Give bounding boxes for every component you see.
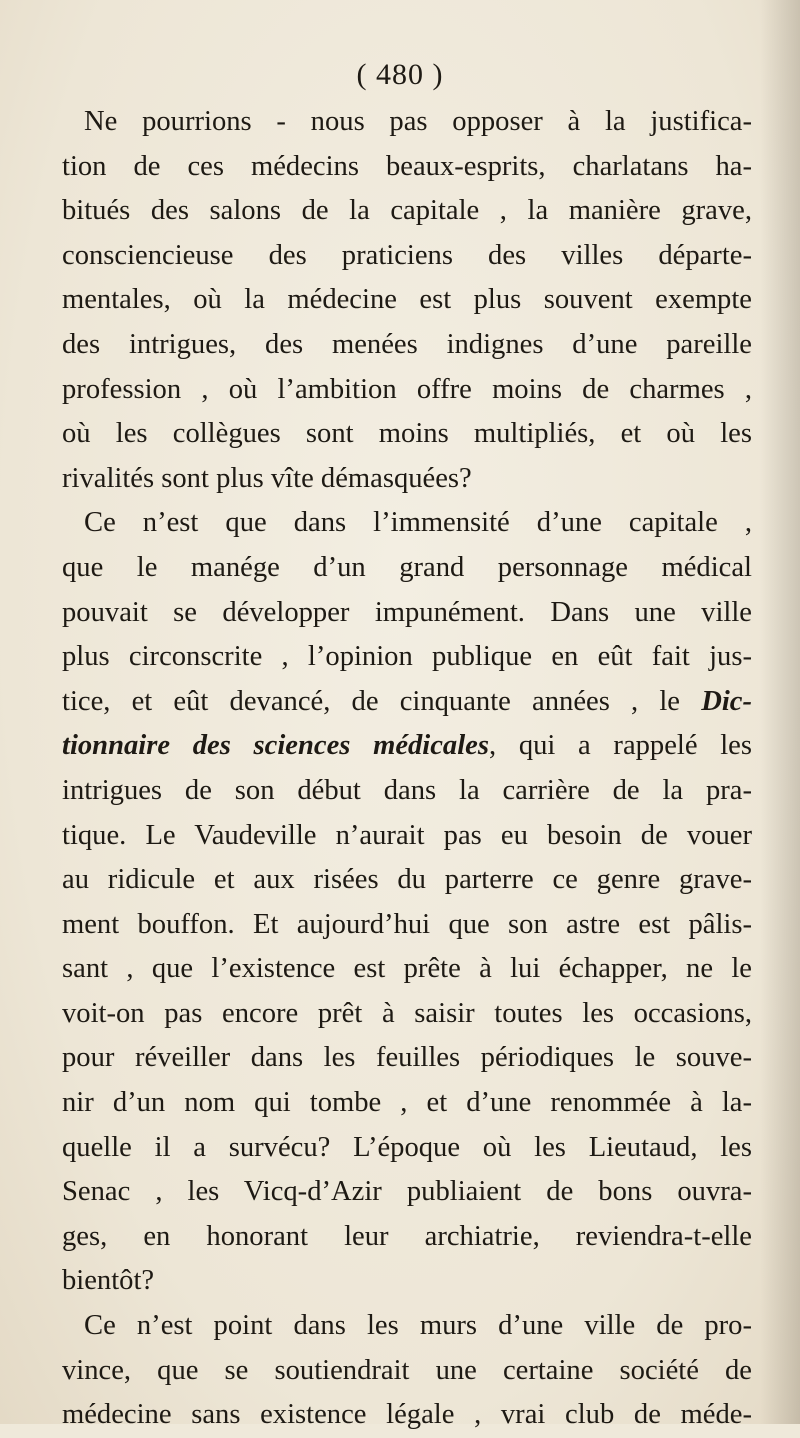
text-segment: voit-on pas encore prêt à saisir toutes les occasions, (62, 997, 752, 1029)
text-segment: consciencieuse des praticiens des villes départe- (62, 239, 752, 271)
italic-title-segment: Dic- (701, 685, 752, 717)
text-line (62, 145, 752, 190)
text-segment: quelle il a survécu? L’époque où les Lieutaud, les (62, 1131, 752, 1163)
text-line (62, 1304, 752, 1349)
text-line (62, 457, 752, 502)
text-segment: Senac , les Vicq-d’Azir publiaient de bons ouvra- (62, 1176, 752, 1208)
text-line (62, 546, 752, 591)
text-line (62, 1349, 752, 1394)
text-segment: rivalités sont plus vîte démasquées? (62, 462, 472, 494)
text-segment: plus circonscrite , l’opinion publique en eût fait jus- (62, 641, 752, 673)
text-line (62, 323, 752, 368)
text-segment: au ridicule et aux risées du parterre ce genre grave- (62, 864, 752, 896)
text-segment: tique. Le Vaudeville n’aurait pas eu besoin de vouer (62, 819, 752, 851)
text-line (62, 769, 752, 814)
page-number: ( 480 ) (356, 58, 444, 91)
text-line (62, 1215, 752, 1260)
text-segment: pouvait se développer impunément. Dans une ville (62, 596, 752, 628)
text-segment: bientôt? (62, 1265, 155, 1297)
text-segment: sant , que l’existence est prête à lui échapper, ne le (62, 953, 752, 985)
text-segment: Ce n’est point dans les murs d’une ville de pro- (84, 1310, 752, 1342)
text-line (62, 100, 752, 145)
text-segment: ges, en honorant leur archiatrie, reviendra-t-elle (62, 1220, 752, 1252)
text-segment: mentales, où la médecine est plus souvent exempte (62, 284, 752, 316)
text-line (62, 591, 752, 636)
text-line (62, 903, 752, 948)
text-line (62, 189, 752, 234)
text-line (62, 1126, 752, 1171)
text-segment: , qui a rappelé les (489, 730, 752, 762)
text-line (62, 1036, 752, 1081)
text-segment: pour réveiller dans les feuilles périodiques le souve- (62, 1042, 752, 1074)
text-segment: profession , où l’ambition offre moins de charmes , (62, 373, 752, 405)
text-line (62, 1081, 752, 1126)
text-line (62, 680, 752, 725)
text-line (62, 1170, 752, 1215)
text-segment: Ne pourrions - nous pas opposer à la justifica- (84, 106, 752, 137)
body-text (62, 100, 752, 1438)
text-line (62, 278, 752, 323)
text-line (62, 234, 752, 279)
text-segment: bitués des salons de la capitale , la manière grave, (62, 195, 752, 227)
text-line (62, 635, 752, 680)
text-segment: tion de ces médecins beaux-esprits, charlatans ha- (62, 150, 752, 182)
text-segment: Ce n’est que dans l’immensité d’une capitale , (84, 507, 752, 539)
italic-title-segment: tionnaire des sciences médicales (62, 730, 489, 762)
text-line (62, 368, 752, 413)
text-line (62, 412, 752, 457)
text-segment: que le manége d’un grand personnage médical (62, 551, 752, 583)
text-segment: tice, et eût devancé, de cinquante années , le (62, 685, 702, 717)
text-segment: ment bouffon. Et aujourd’hui que son astre est pâlis- (62, 908, 752, 940)
text-line (62, 724, 752, 769)
text-line (62, 814, 752, 859)
text-segment: nir d’un nom qui tombe , et d’une renommée à la- (62, 1087, 752, 1119)
text-segment: des intrigues, des menées indignes d’une pareille (62, 328, 752, 360)
text-line (62, 501, 752, 546)
text-segment: médecine sans existence légale , vrai club de méde- (62, 1399, 752, 1431)
page-edge-shadow (760, 0, 800, 1424)
text-segment: vince, que se soutiendrait une certaine société de (62, 1354, 752, 1386)
text-line (62, 858, 752, 903)
text-line (62, 1259, 752, 1304)
text-segment: intrigues de son début dans la carrière de la pra- (62, 774, 752, 806)
text-line (62, 992, 752, 1037)
text-segment: où les collègues sont moins multipliés, et où les (62, 418, 752, 450)
text-line (62, 1393, 752, 1438)
text-line (62, 947, 752, 992)
